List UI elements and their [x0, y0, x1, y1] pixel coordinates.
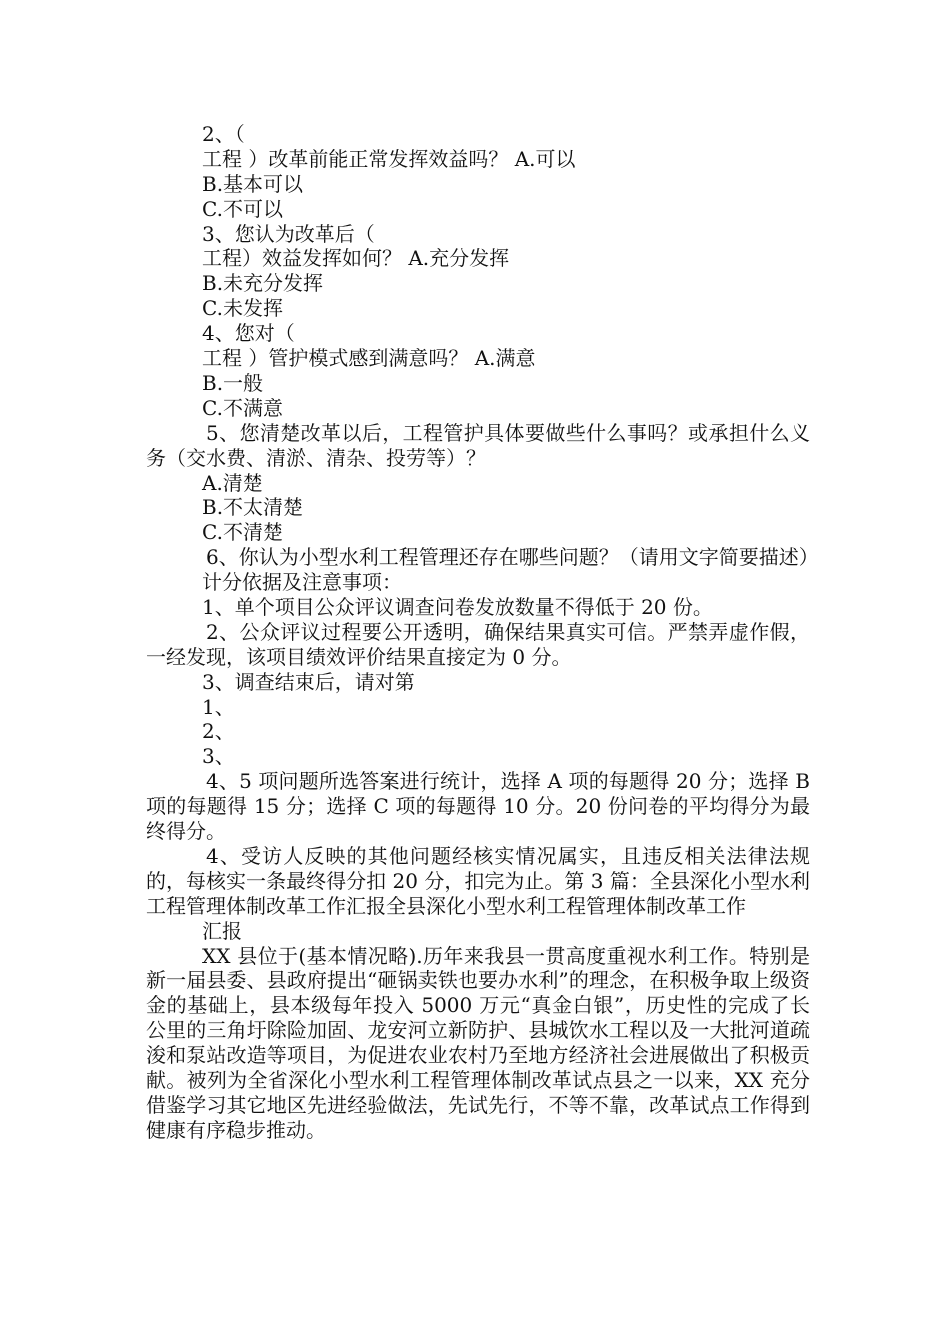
- question-2-text: 工程 ）改革前能正常发挥效益吗？ A.可以: [202, 146, 576, 171]
- report-paragraph: XX 县位于(基本情况略).历年来我县一贯高度重视水利工作。特别是新一届县委、县政府提出“砸锅卖铁也要办水利”的理念，在积极争取上级资金的基础上，县本级每年投入 5000 万元“真金白银”，历史性的完成了长公里的三角圩除险加固、龙安河立新防护、县城饮水工程以及一大批河道疏浚和泵站改造等项目，为促进农业农村乃至地方经济社会进展做出了积极贡献。被列为全省深化小型水利工程管理体制改革试点县之一以来，XX 充分借鉴学习其它地区先进经验做法，先试先行，不等不靠，改革试点工作得到健康有序稳步推动。: [146, 943, 810, 1142]
- scoring-heading: 计分依据及注意事项：: [202, 570, 402, 595]
- scoring-item-3: 3、: [202, 744, 235, 769]
- question-3-number: 3、您认为改革后（: [202, 221, 375, 246]
- question-5-option-c: C.不清楚: [202, 520, 283, 545]
- scoring-rule-4: 4、5 项问题所选答案进行统计，选择 A 项的每题得 20 分；选择 B 项的每题得 15 分；选择 C 项的每题得 10 分。20 份问卷的平均得分为最终得分。: [146, 769, 810, 844]
- scoring-rule-5: 4、受访人反映的其他问题经核实情况属实，且违反相关法律法规的，每核实一条最终得分扣 20 分，扣完为止。第 3 篇：全县深化小型水利工程管理体制改革工作汇报全县深化小型水利工程管理体制改革工作: [146, 843, 810, 918]
- scoring-rule-3: 3、调查结束后，请对第: [202, 669, 415, 694]
- scoring-rule-1: 1、单个项目公众评议调查问卷发放数量不得低于 20 份。: [202, 594, 713, 619]
- scoring-item-2: 2、: [202, 719, 235, 744]
- question-4-number: 4、您对（: [202, 321, 295, 346]
- question-3-option-c: C.未发挥: [202, 296, 283, 321]
- report-heading: 汇报: [202, 918, 242, 943]
- question-5-option-b: B.不太清楚: [202, 495, 304, 520]
- question-2-number: 2、（: [202, 122, 245, 146]
- document-body: [146, 122, 819, 1143]
- question-4-text: 工程 ）管护模式感到满意吗？ A.满意: [202, 346, 536, 371]
- question-3-text: 工程）效益发挥如何？ A.充分发挥: [202, 246, 510, 271]
- question-4-option-c: C.不满意: [202, 395, 283, 420]
- scoring-item-1: 1、: [202, 694, 235, 719]
- question-6-text: 6、你认为小型水利工程管理还存在哪些问题？（请用文字简要描述）: [206, 545, 819, 570]
- question-4-option-b: B.一般: [202, 370, 264, 395]
- question-5-text: 5、您清楚改革以后，工程管护具体要做些什么事吗？或承担什么义务（交水费、清淤、清杂、投劳等）？: [146, 420, 810, 470]
- question-2-option-c: C.不可以: [202, 196, 283, 221]
- question-2-option-b: B.基本可以: [202, 171, 304, 196]
- scoring-rule-2: 2、公众评议过程要公开透明，确保结果真实可信。严禁弄虚作假，一经发现，该项目绩效评价结果直接定为 0 分。: [146, 619, 810, 669]
- question-3-option-b: B.未充分发挥: [202, 271, 324, 296]
- question-5-option-a: A.清楚: [202, 470, 263, 495]
